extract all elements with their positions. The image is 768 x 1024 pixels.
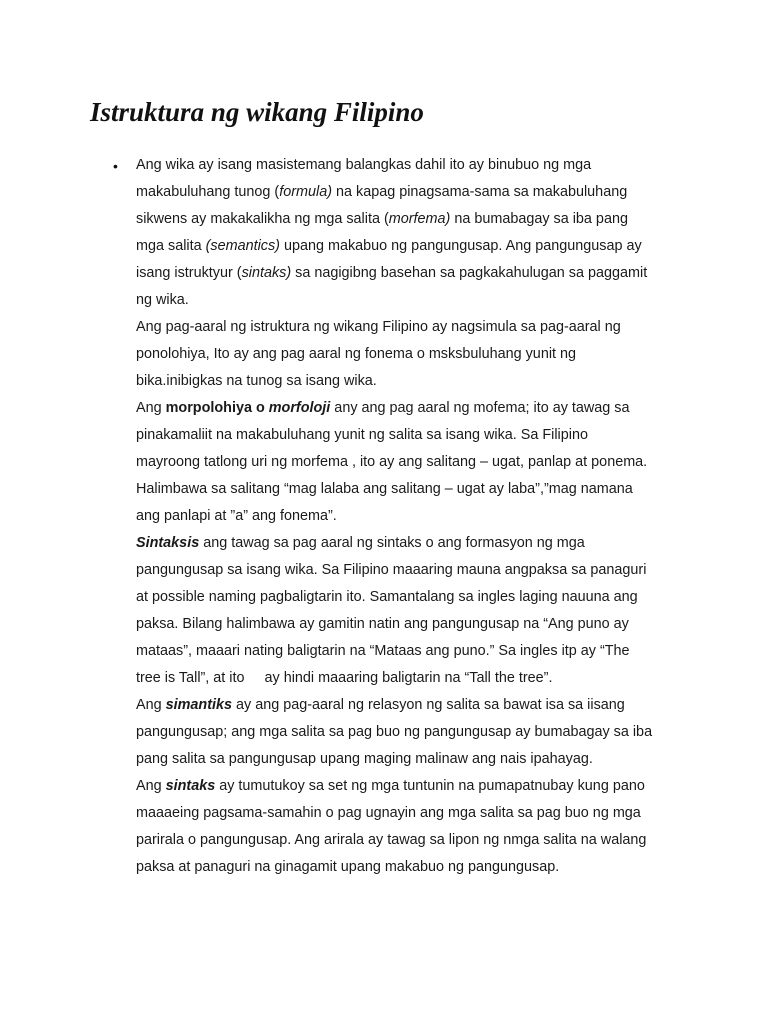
text-run: pang salita sa pangungusap upang maging malinaw ang nais ipahayag. — [136, 751, 593, 767]
text-line — [136, 800, 696, 827]
text-line — [136, 584, 696, 611]
text-run: mataas”, maaari nating baligtarin na “Mataas ang puno.” Sa ingles itp ay “The — [136, 643, 630, 659]
text-line — [136, 422, 696, 449]
text-run: tree is Tall”, at ito ay hindi maaaring baligtarin na “Tall the tree”. — [136, 670, 553, 686]
text-run: Ang pag-aaral ng istruktura ng wikang Filipino ay nagsimula sa pag-aaral ng — [136, 319, 621, 335]
emphasized-term: morpolohiya o — [165, 400, 269, 416]
text-run: ponolohiya, Ito ay ang pag aaral ng fonema o msksbuluhang yunit ng — [136, 346, 577, 362]
text-line — [136, 638, 696, 665]
text-run: sa nagigibng basehan sa pagkakahulugan sa paggamit — [291, 265, 648, 281]
emphasized-term: (semantics) — [205, 238, 280, 254]
text-run: paksa. Bilang halimbawa ay gamitin natin ang pangungusap na “Ang puno ay — [136, 616, 629, 632]
emphasized-term: morfoloji — [268, 400, 331, 416]
text-line — [136, 368, 696, 395]
text-line — [136, 692, 696, 719]
text-line — [136, 341, 696, 368]
text-run: maaaeing pagsama-samahin o pag ugnayin ang mga salita sa pag buo ng mga — [136, 805, 641, 821]
text-line — [136, 719, 696, 746]
text-run: pangungusap sa isang wika. Sa Filipino maaaring mauna angpaksa sa panaguri — [136, 562, 647, 578]
text-line — [136, 476, 696, 503]
text-line — [136, 449, 696, 476]
text-run: mga salita — [136, 238, 206, 254]
emphasized-term: morfema) — [388, 211, 451, 227]
text-line — [136, 773, 696, 800]
text-run: upang makabuo ng pangungusap. Ang pangungusap ay — [279, 238, 642, 254]
text-line — [136, 665, 696, 692]
text-line — [136, 503, 696, 530]
emphasized-term: sintaks — [165, 778, 216, 794]
text-run: ay ang pag-aaral ng relasyon ng salita sa bawat isa sa iisang — [232, 697, 625, 713]
emphasized-term: simantiks — [165, 697, 232, 713]
text-line — [136, 827, 696, 854]
text-run: ang panlapi at ”a” ang fonema”. — [136, 508, 337, 524]
text-run: pinakamaliit na makabuluhang yunit ng salita sa isang wika. Sa Filipino — [136, 427, 588, 443]
text-run: paksa at panaguri na ginagamit upang makabuo ng pangungusap. — [136, 859, 560, 875]
text-line — [136, 314, 696, 341]
bullet-paragraph-body — [136, 152, 696, 881]
text-run: mayroong tatlong uri ng morfema , ito ay ang salitang – ugat, panlap at ponema. — [136, 454, 648, 470]
text-run: Ang — [136, 697, 166, 713]
text-run: sikwens ay makakalikha ng mga salita ( — [136, 211, 389, 227]
text-run: ang tawag sa pag aaral ng sintaks o ang formasyon ng mga — [199, 535, 585, 551]
text-line — [136, 206, 696, 233]
text-line — [136, 557, 696, 584]
text-line — [136, 530, 696, 557]
bullet-marker: • — [113, 158, 118, 174]
text-run: ay tumutukoy sa set ng mga tuntunin na pumapatnubay kung pano — [215, 778, 645, 794]
text-run: na bumabagay sa iba pang — [450, 211, 628, 227]
text-line — [136, 179, 696, 206]
emphasized-term: Sintaksis — [136, 535, 200, 551]
emphasized-term: sintaks) — [241, 265, 292, 281]
text-run: any ang pag aaral ng mofema; ito ay tawag sa — [330, 400, 630, 416]
text-run: Halimbawa sa salitang “mag lalaba ang salitang – ugat ay laba”,”mag namana — [136, 481, 633, 497]
text-run: Ang wika ay isang masistemang balangkas dahil ito ay binubuo ng mga — [136, 157, 592, 173]
text-run: ng wika. — [136, 292, 189, 308]
text-line — [136, 611, 696, 638]
text-line — [136, 854, 696, 881]
text-line — [136, 395, 696, 422]
text-line — [136, 260, 696, 287]
text-run: na kapag pinagsama-sama sa makabuluhang — [332, 184, 628, 200]
text-run: isang istruktyur ( — [136, 265, 242, 281]
text-line — [136, 287, 696, 314]
text-run: bika.inibigkas na tunog sa isang wika. — [136, 373, 377, 389]
text-run: pangungusap; ang mga salita sa pag buo ng pangungusap ay bumabagay sa iba — [136, 724, 653, 740]
text-run: Ang — [136, 778, 166, 794]
text-line — [136, 746, 696, 773]
document-title: Istruktura ng wikang Filipino — [90, 97, 424, 127]
text-run: at possible naming pagbaligtarin ito. Samantalang sa ingles laging nauuna ang — [136, 589, 638, 605]
text-line — [136, 152, 696, 179]
text-run: parirala o pangungusap. Ang arirala ay tawag sa lipon ng nmga salita na walang — [136, 832, 647, 848]
text-run: makabuluhang tunog ( — [136, 184, 280, 200]
text-run: Ang — [136, 400, 166, 416]
emphasized-term: formula) — [279, 184, 332, 200]
text-line — [136, 233, 696, 260]
